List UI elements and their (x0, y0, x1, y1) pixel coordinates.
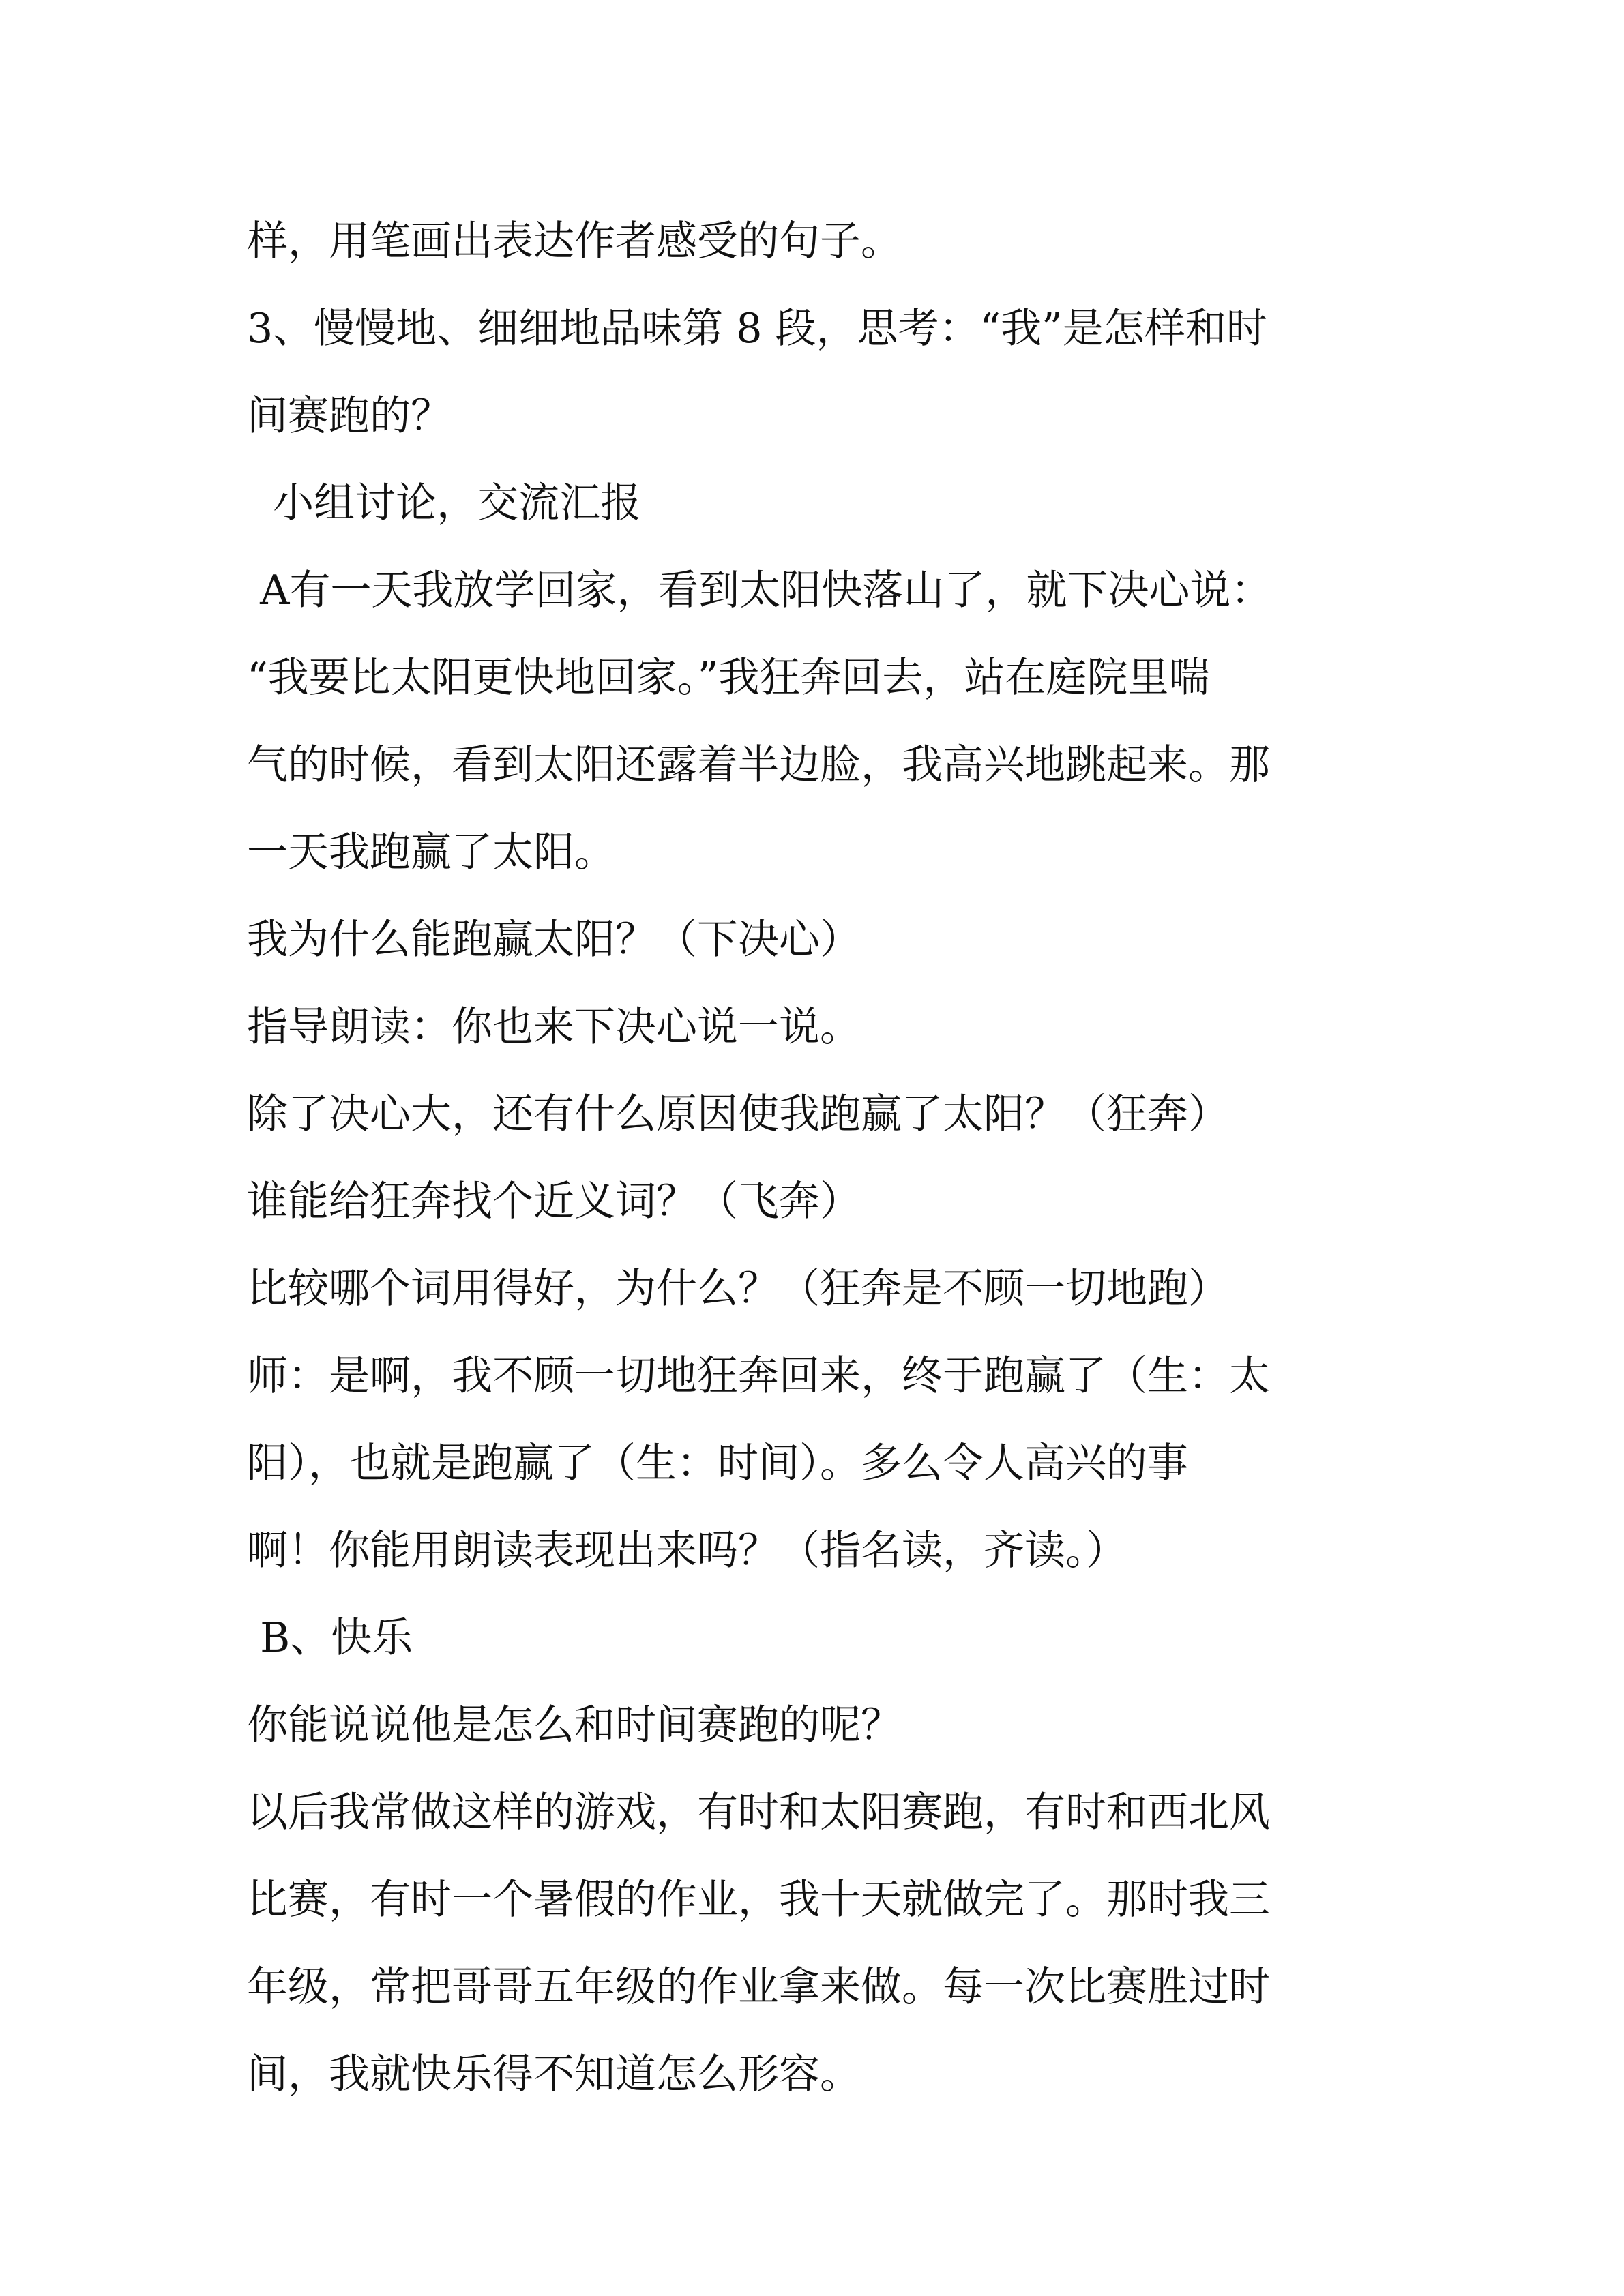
text-line: 比赛，有时一个暑假的作业，我十天就做完了。那时我三 (247, 1876, 1270, 1924)
text-line: 年级，常把哥哥五年级的作业拿来做。每一次比赛胜过时 (247, 1963, 1270, 2011)
text-line: 以后我常做这样的游戏，有时和太阳赛跑，有时和西北风 (247, 1789, 1270, 1836)
text-line: B、快乐 (247, 1614, 413, 1662)
text-line: 气的时候，看到太阳还露着半边脸，我高兴地跳起来。那 (247, 741, 1270, 789)
text-line: 师：是啊，我不顾一切地狂奔回来，终于跑赢了（生：太 (247, 1352, 1270, 1400)
text-line: 3、慢慢地、细细地品味第 8 段，思考：“我”是怎样和时 (247, 305, 1267, 353)
text-line: 间赛跑的？ (247, 392, 452, 440)
text-line: 指导朗读：你也来下决心说一说。 (247, 1003, 861, 1051)
text-line: 一天我跑赢了太阳。 (247, 829, 615, 876)
text-line: 小组讨论，交流汇报 (247, 479, 642, 527)
text-line: 除了决心大，还有什么原因使我跑赢了太阳？（狂奔） (247, 1090, 1229, 1138)
text-line: 阳），也就是跑赢了（生：时间）。多么令人高兴的事 (247, 1440, 1188, 1487)
text-line: 啊！你能用朗读表现出来吗？（指名读，齐读。） (247, 1527, 1127, 1575)
text-line: 样，用笔画出表达作者感受的句子。 (247, 218, 902, 265)
document-body (247, 198, 1393, 2118)
text-line: 间，我就快乐得不知道怎么形容。 (247, 2051, 861, 2098)
text-line: 谁能给狂奔找个近义词？（飞奔） (247, 1178, 861, 1225)
text-line: 我为什么能跑赢太阳？（下决心） (247, 916, 861, 964)
text-line: 比较哪个词用得好，为什么？（狂奔是不顾一切地跑） (247, 1265, 1229, 1313)
text-line: “我要比太阳更快地回家。”我狂奔回去，站在庭院里喘 (247, 654, 1210, 702)
text-line: 你能说说他是怎么和时间赛跑的呢？ (247, 1701, 902, 1749)
text-line: A有一天我放学回家，看到太阳快落山了，就下决心说： (247, 567, 1272, 614)
